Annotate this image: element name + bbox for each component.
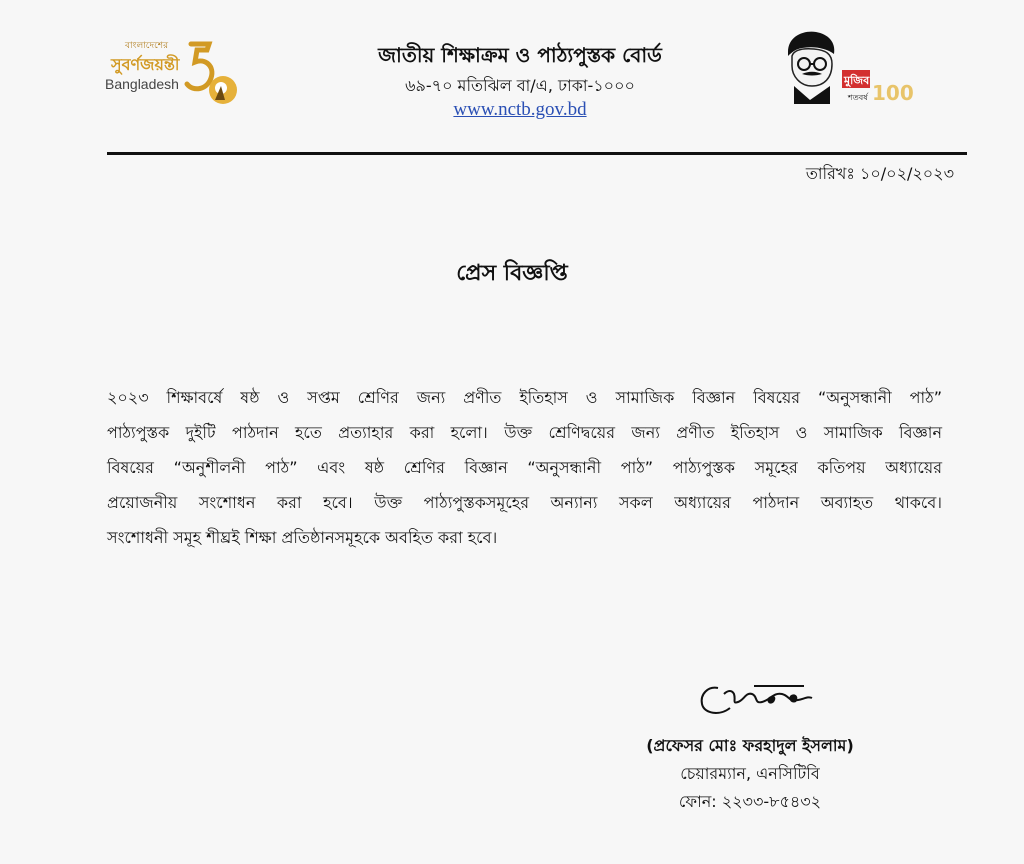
golden-jubilee-logo bbox=[105, 38, 235, 114]
signatory-name: (প্রফেসর মোঃ ফরহাদুল ইসলাম) bbox=[646, 736, 854, 755]
document-title: প্রেস বিজ্ঞপ্তি bbox=[456, 261, 568, 286]
logo-small-text: বাংলাদেশের bbox=[125, 41, 169, 51]
body-line: ২০২৩ শিক্ষাবর্ষে ষষ্ঠ ও সপ্তম শ্রেণির জন্য প্রণীত ইতিহাস ও সামাজিক বিজ্ঞান বিষয়ের “অনুসন্ধানী পাঠ” bbox=[107, 388, 942, 407]
body-line: সংশোধনী সমূহ শীঘ্রই শিক্ষা প্রতিষ্ঠানসমূহকে অবহিত করা হবে। bbox=[107, 528, 498, 547]
letterhead bbox=[290, 40, 750, 122]
mujib-borsho-logo bbox=[780, 30, 914, 105]
press-release-body bbox=[107, 380, 942, 555]
mujib-sub-label: শতবর্ষ bbox=[848, 93, 868, 102]
organization-address: ৬৯-৭০ মতিঝিল বা/এ, ঢাকা-১০০০ bbox=[405, 76, 635, 95]
golden-fifty-emblem-icon bbox=[185, 40, 237, 114]
mujib-portrait-logo-icon bbox=[780, 30, 914, 105]
logo-main-text: সুবর্ণজয়ন্তী bbox=[111, 55, 180, 74]
body-line: প্রয়োজনীয় সংশোধন করা হবে। উক্ত পাঠ্যপুস্তকসমূহের অন্যান্য সকল অধ্যায়ের পাঠদান অব্যাহত থাকবে। bbox=[107, 493, 942, 512]
website-link[interactable]: www.nctb.gov.bd bbox=[453, 99, 587, 120]
logo-english-text: Bangladesh bbox=[105, 76, 179, 92]
body-line: বিষয়ের “অনুশীলনী পাঠ” এবং ষষ্ঠ শ্রেণির বিজ্ঞান “অনুসন্ধানী পাঠ” পাঠ্যপুস্তক সমূহের কতিপয় অধ্যায়ের bbox=[107, 458, 942, 477]
signatory-phone: ফোন: ২২৩৩-৮৫৪৩২ bbox=[678, 792, 822, 811]
handwritten-signature bbox=[694, 674, 824, 728]
signatory-block bbox=[600, 732, 900, 816]
header-divider bbox=[107, 152, 967, 155]
mujib-100-number: 100 bbox=[872, 81, 914, 105]
release-date: তারিখঃ ১০/০২/২০২৩ bbox=[805, 164, 954, 183]
organization-name: জাতীয় শিক্ষাক্রম ও পাঠ্যপুস্তক বোর্ড bbox=[378, 43, 662, 67]
body-line: পাঠ্যপুস্তক দুইটি পাঠদান হতে প্রত্যাহার করা হলো। উক্ত শ্রেণিদ্বয়ের জন্য প্রণীত ইতিহাস ও সামাজিক বিজ্ঞান bbox=[107, 423, 942, 442]
mujib-label: মুজিব bbox=[844, 74, 870, 87]
signatory-designation: চেয়ারম্যান, এনসিটিবি bbox=[680, 764, 820, 783]
